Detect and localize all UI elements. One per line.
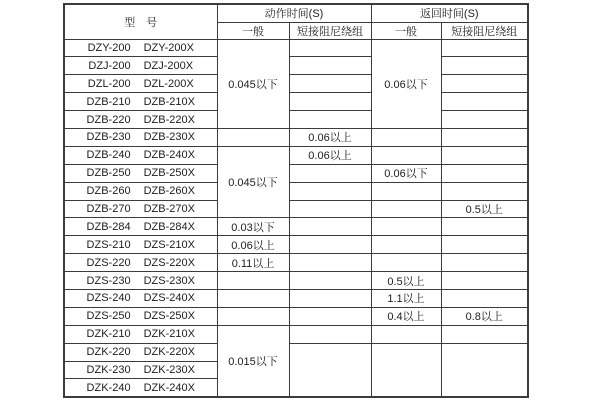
value-cell: 0.015以下 <box>217 325 289 397</box>
model-name: DZS-240X <box>143 292 195 305</box>
empty-cell <box>441 236 528 254</box>
empty-cell <box>289 272 371 290</box>
model-name: DZB-270 <box>86 202 131 215</box>
model-pair <box>65 96 217 108</box>
model-cell <box>64 289 217 307</box>
empty-cell <box>441 182 528 200</box>
empty-cell <box>441 128 528 146</box>
value-cell: 0.03以下 <box>217 218 289 236</box>
model-name: DZB-270X <box>143 202 195 215</box>
model-name: DZS-240 <box>86 292 131 305</box>
model-name: DZS-210 <box>86 238 131 251</box>
table-row <box>64 325 528 343</box>
value-cell: 0.11以上 <box>217 254 289 272</box>
table-row <box>64 182 528 200</box>
table-row <box>64 164 528 182</box>
model-name: DZK-240 <box>86 381 131 394</box>
model-name: DZK-240X <box>143 381 195 394</box>
table-header <box>64 4 528 39</box>
model-name: DZB-284 <box>86 220 131 233</box>
model-pair <box>65 149 217 161</box>
model-name: DZK-210X <box>143 328 195 341</box>
model-cell <box>64 361 217 379</box>
model-cell <box>64 236 217 254</box>
header-action-general: 一般 <box>217 22 289 39</box>
header-return-damping: 短接阻尼绕组 <box>441 22 528 39</box>
table-row <box>64 57 528 75</box>
model-name: DZS-230 <box>86 274 131 287</box>
header-return-time: 返回时间(S) <box>371 4 528 22</box>
empty-cell <box>289 325 371 343</box>
table-row <box>64 200 528 218</box>
model-cell <box>64 307 217 325</box>
empty-cell <box>441 343 528 397</box>
model-name: DZS-250 <box>86 310 131 323</box>
model-pair <box>65 78 217 90</box>
header-action-damping: 短接阻尼绕组 <box>289 22 371 39</box>
model-name: DZB-210X <box>143 95 195 108</box>
value-cell: 0.5以上 <box>441 200 528 218</box>
model-name: DZB-240 <box>86 149 131 162</box>
model-pair <box>65 60 217 72</box>
model-name: DZB-250X <box>143 167 195 180</box>
value-cell: 0.4以上 <box>371 307 441 325</box>
model-name: DZK-220X <box>143 346 195 359</box>
table-row <box>64 75 528 93</box>
model-cell <box>64 218 217 236</box>
table-row <box>64 307 528 325</box>
empty-cell <box>289 343 371 397</box>
table-row <box>64 93 528 111</box>
model-name: DZB-210 <box>86 95 131 108</box>
value-cell: 1.1以上 <box>371 289 441 307</box>
model-pair <box>65 42 217 54</box>
empty-cell <box>289 111 371 129</box>
header-group-row <box>64 4 528 22</box>
empty-cell <box>289 236 371 254</box>
model-name: DZK-230 <box>86 363 131 376</box>
empty-cell <box>289 200 371 218</box>
empty-cell <box>371 325 441 343</box>
model-pair <box>65 275 217 287</box>
model-pair <box>65 131 217 143</box>
value-cell: 0.06以上 <box>217 236 289 254</box>
value-cell: 0.045以下 <box>217 146 289 218</box>
empty-cell <box>371 200 441 218</box>
empty-cell <box>371 146 441 164</box>
model-cell <box>64 93 217 111</box>
model-name: DZB-240X <box>143 149 195 162</box>
empty-cell <box>441 111 528 129</box>
model-name: DZS-220X <box>143 256 195 269</box>
empty-cell <box>289 307 371 325</box>
empty-cell <box>371 343 441 397</box>
empty-cell <box>289 93 371 111</box>
header-model: 型 号 <box>64 4 217 39</box>
model-pair <box>65 257 217 269</box>
value-cell: 0.5以上 <box>371 272 441 290</box>
model-pair <box>65 382 217 394</box>
empty-cell <box>289 182 371 200</box>
model-cell <box>64 75 217 93</box>
model-pair <box>65 346 217 358</box>
model-name: DZS-250X <box>143 310 195 323</box>
model-cell <box>64 182 217 200</box>
table-row <box>64 343 528 361</box>
model-pair <box>65 203 217 215</box>
model-pair <box>65 167 217 179</box>
empty-cell <box>441 39 528 57</box>
model-cell <box>64 379 217 397</box>
value-cell: 0.045以下 <box>217 39 289 128</box>
model-pair <box>65 292 217 304</box>
model-name: DZB-230 <box>86 131 131 144</box>
model-cell <box>64 164 217 182</box>
model-name: DZB-284X <box>143 220 195 233</box>
empty-cell <box>441 93 528 111</box>
model-name: DZK-210 <box>86 328 131 341</box>
empty-cell <box>217 307 289 325</box>
model-cell <box>64 128 217 146</box>
table-row <box>64 236 528 254</box>
model-pair <box>65 185 217 197</box>
header-action-time: 动作时间(S) <box>217 4 371 22</box>
empty-cell <box>371 182 441 200</box>
model-name: DZL-200 <box>87 77 131 90</box>
value-cell: 0.06以下 <box>371 164 441 182</box>
table-row <box>64 254 528 272</box>
table-row <box>64 39 528 57</box>
empty-cell <box>441 57 528 75</box>
empty-cell <box>441 218 528 236</box>
empty-cell <box>371 218 441 236</box>
value-cell: 0.06以上 <box>289 146 371 164</box>
model-cell <box>64 325 217 343</box>
model-name: DZS-230X <box>143 274 195 287</box>
model-name: DZL-200X <box>143 77 194 90</box>
empty-cell <box>441 75 528 93</box>
empty-cell <box>289 57 371 75</box>
table-row <box>64 272 528 290</box>
value-cell: 0.8以上 <box>441 307 528 325</box>
model-cell <box>64 343 217 361</box>
model-name: DZB-260 <box>86 185 131 198</box>
model-name: DZK-230X <box>143 363 195 376</box>
model-name: DZY-200 <box>87 41 131 54</box>
model-name: DZB-250 <box>86 167 131 180</box>
empty-cell <box>441 272 528 290</box>
model-name: DZB-230X <box>143 131 195 144</box>
empty-cell <box>371 128 441 146</box>
header-return-general: 一般 <box>371 22 441 39</box>
empty-cell <box>289 218 371 236</box>
model-name: DZK-220 <box>86 346 131 359</box>
model-pair <box>65 328 217 340</box>
empty-cell <box>371 254 441 272</box>
model-name: DZB-220 <box>86 113 131 126</box>
model-cell <box>64 254 217 272</box>
value-cell: 0.06以上 <box>289 128 371 146</box>
model-cell <box>64 57 217 75</box>
empty-cell <box>441 325 528 343</box>
model-name: DZJ-200 <box>88 59 131 72</box>
model-cell <box>64 111 217 129</box>
model-pair <box>65 239 217 251</box>
model-name: DZB-260X <box>143 185 195 198</box>
empty-cell <box>217 289 289 307</box>
table-row <box>64 111 528 129</box>
empty-cell <box>371 236 441 254</box>
empty-cell <box>289 39 371 57</box>
relay-spec-table <box>63 3 529 398</box>
model-pair <box>65 221 217 233</box>
model-name: DZS-210X <box>143 238 195 251</box>
empty-cell <box>289 289 371 307</box>
table-row <box>64 218 528 236</box>
value-cell: 0.06以下 <box>371 39 441 128</box>
model-pair <box>65 364 217 376</box>
empty-cell <box>441 146 528 164</box>
model-name: DZY-200X <box>143 41 194 54</box>
model-cell <box>64 39 217 57</box>
model-name: DZB-220X <box>143 113 195 126</box>
empty-cell <box>217 128 289 146</box>
model-name: DZS-220 <box>86 256 131 269</box>
empty-cell <box>441 289 528 307</box>
empty-cell <box>217 272 289 290</box>
model-pair <box>65 310 217 322</box>
model-cell <box>64 272 217 290</box>
empty-cell <box>289 75 371 93</box>
table-body <box>64 39 528 397</box>
table-row <box>64 128 528 146</box>
empty-cell <box>441 164 528 182</box>
model-name: DZJ-200X <box>143 59 194 72</box>
model-pair <box>65 114 217 126</box>
empty-cell <box>289 164 371 182</box>
table-row <box>64 146 528 164</box>
empty-cell <box>289 254 371 272</box>
table-row <box>64 289 528 307</box>
model-cell <box>64 200 217 218</box>
empty-cell <box>441 254 528 272</box>
model-cell <box>64 146 217 164</box>
